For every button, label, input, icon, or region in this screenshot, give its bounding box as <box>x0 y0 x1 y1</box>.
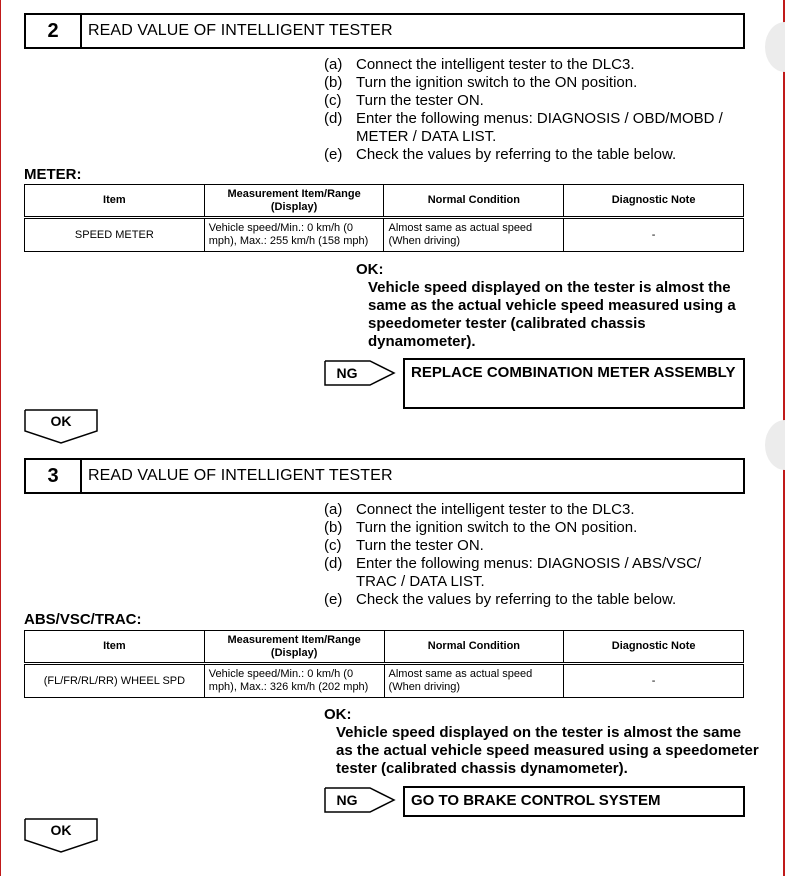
section-label: METER: <box>24 166 82 183</box>
ok-arrow-label: OK <box>50 822 72 838</box>
table-row <box>25 664 744 698</box>
table-header: Diagnostic Note <box>564 631 744 664</box>
instruction-item: (d) Enter the following menus: DIAGNOSIS / ABS/VSC/ TRAC / DATA LIST. <box>324 555 702 590</box>
instruction-item: (e) Check the values by referring to the table below. <box>324 591 677 608</box>
table-cell: Almost same as actual speed (When driving) <box>384 664 564 698</box>
table-cell: SPEED METER <box>25 218 205 252</box>
instruction-item: (c) Turn the tester ON. <box>324 537 484 554</box>
step-2-instructions <box>324 56 754 164</box>
table-cell: - <box>564 664 744 698</box>
ng-label: NG <box>336 365 358 381</box>
step-2-header <box>24 13 745 49</box>
ok-arrow-label: OK <box>50 413 72 429</box>
table-header-row <box>25 185 744 218</box>
ok-arrow <box>24 818 98 854</box>
instruction-item: (b) Turn the ignition switch to the ON position. <box>324 74 638 91</box>
ok-description: Vehicle speed displayed on the tester is almost the same as the actual vehicle speed measured using a speedometer tester (calibrated chassis dynamometer). <box>368 279 736 350</box>
ng-result-box: GO TO BRAKE CONTROL SYSTEM <box>403 786 745 817</box>
table-row <box>25 218 744 252</box>
table-cell: Vehicle speed/Min.: 0 km/h (0 mph), Max.: 255 km/h (158 mph) <box>204 218 384 252</box>
table-header: Item <box>25 185 205 218</box>
instruction-item: (a) Connect the intelligent tester to the DLC3. <box>324 56 635 73</box>
table-header: Measurement Item/Range (Display) <box>204 185 384 218</box>
step-3-header <box>24 458 745 494</box>
step-title: READ VALUE OF INTELLIGENT TESTER <box>88 467 393 484</box>
step-title: READ VALUE OF INTELLIGENT TESTER <box>88 22 393 39</box>
step-3-instructions <box>324 501 754 609</box>
ng-label: NG <box>336 792 358 808</box>
edge-shadow <box>765 420 785 470</box>
ok-label: OK: <box>324 706 352 723</box>
page-border-left <box>0 0 1 876</box>
ok-arrow <box>24 409 98 445</box>
instruction-item: (a) Connect the intelligent tester to the DLC3. <box>324 501 635 518</box>
instruction-item: (c) Turn the tester ON. <box>324 92 484 109</box>
table-cell: (FL/FR/RL/RR) WHEEL SPD <box>25 664 205 698</box>
ok-description: Vehicle speed displayed on the tester is almost the same as the actual vehicle speed measured using a speedometer tester (calibrated chassis dynamometer). <box>336 724 759 777</box>
abs-vsc-trac-table <box>24 630 744 698</box>
edge-shadow <box>765 22 785 72</box>
instruction-item: (b) Turn the ignition switch to the ON position. <box>324 519 638 536</box>
table-cell: Almost same as actual speed (When driving) <box>384 218 564 252</box>
ng-badge <box>324 360 394 386</box>
table-header: Diagnostic Note <box>564 185 744 218</box>
step-number: 2 <box>26 15 82 47</box>
ng-result-box: REPLACE COMBINATION METER ASSEMBLY <box>403 358 745 409</box>
table-header: Normal Condition <box>384 631 564 664</box>
table-header: Measurement Item/Range (Display) <box>204 631 384 664</box>
meter-table <box>24 184 744 252</box>
table-cell: - <box>564 218 744 252</box>
ok-label: OK: <box>356 261 384 278</box>
table-header-row <box>25 631 744 664</box>
section-label: ABS/VSC/TRAC: <box>24 611 142 628</box>
table-header: Item <box>25 631 205 664</box>
ok-criteria <box>324 706 760 778</box>
step-number: 3 <box>26 460 82 492</box>
table-header: Normal Condition <box>384 185 564 218</box>
ng-badge <box>324 787 394 813</box>
table-cell: Vehicle speed/Min.: 0 km/h (0 mph), Max.: 326 km/h (202 mph) <box>204 664 384 698</box>
ok-criteria <box>356 261 756 351</box>
instruction-item: (e) Check the values by referring to the table below. <box>324 146 677 163</box>
instruction-item: (d) Enter the following menus: DIAGNOSIS / OBD/MOBD / METER / DATA LIST. <box>324 110 723 145</box>
